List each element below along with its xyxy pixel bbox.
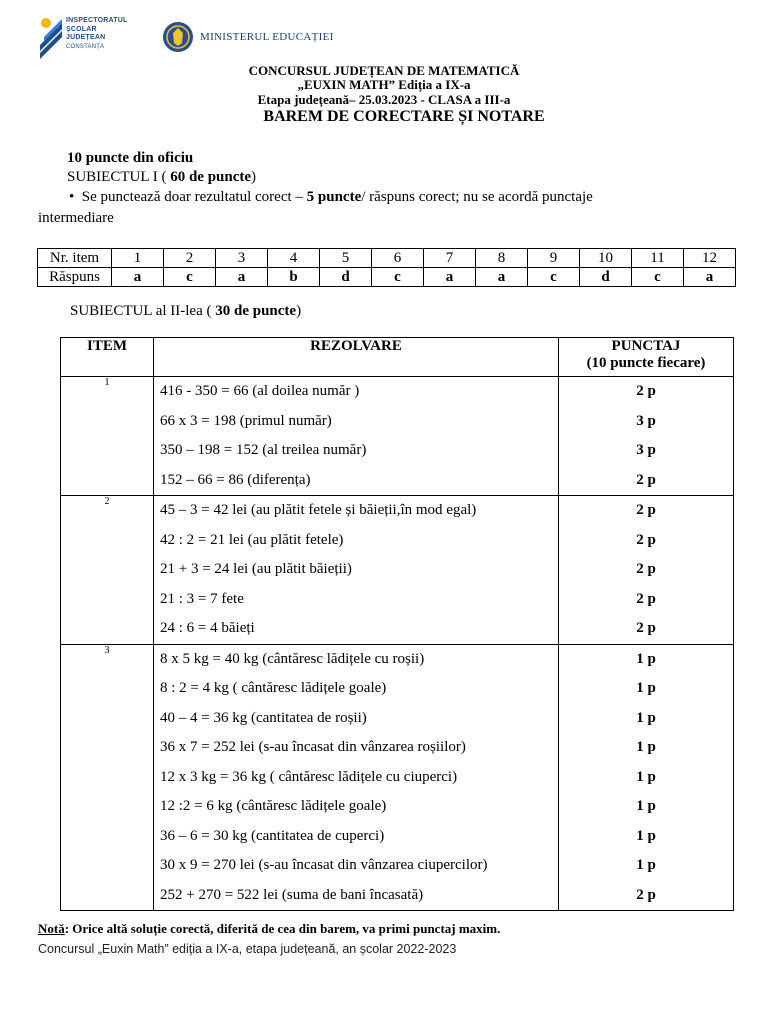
answer-cell: a	[112, 268, 164, 287]
points-value: 2 p	[636, 531, 656, 548]
answer-cell: a	[476, 268, 528, 287]
logo-text-line: ȘCOLAR	[66, 25, 97, 33]
logo-text-line: CONSTANȚA	[66, 43, 105, 50]
solution-line: 21 : 3 = 7 fete	[160, 590, 244, 607]
contest-edition: „EUXIN MATH” Ediția a IX-a	[297, 77, 471, 92]
solution-cell	[154, 496, 559, 645]
subject-1-instruction-cont: intermediare	[38, 210, 114, 226]
note-text: : Orice altă soluție corectă, diferită de cea din barem, va primi punctaj maxim.	[64, 921, 501, 936]
points-value: 1 p	[636, 680, 656, 696]
column-header-points	[559, 338, 734, 377]
solution-line: 252 + 270 = 522 lei (suma de bani încasată)	[160, 886, 424, 903]
points-header-sub: (10 puncte fiecare)	[586, 355, 706, 371]
points-value: 2 p	[636, 561, 656, 577]
solution-line: 21 + 3 = 24 lei (au plătit băieții)	[160, 561, 352, 577]
item-number: 12	[684, 249, 736, 268]
points-value: 1 p	[636, 768, 656, 785]
coat-of-arms-icon	[162, 21, 194, 53]
points-value: 2 p	[636, 471, 656, 488]
points-cell	[559, 644, 734, 911]
item-number: 7	[424, 249, 476, 268]
note	[38, 921, 500, 937]
solution-line: 350 – 198 = 152 (al treilea număr)	[160, 442, 367, 458]
points-header-label: PUNCTAJ	[611, 338, 681, 354]
answer-row	[38, 268, 736, 287]
solution-line: 42 : 2 = 21 lei (au plătit fetele)	[160, 531, 344, 548]
item-number: 10	[580, 249, 632, 268]
solution-table	[60, 337, 734, 911]
ministry-logo	[162, 20, 334, 54]
answer-cell: c	[528, 268, 580, 287]
points-value: 2 p	[636, 590, 656, 607]
points-value: 1 p	[636, 857, 656, 873]
solution-line: 30 x 9 = 270 lei (s-au încasat din vânzarea ciupercilor)	[160, 857, 488, 873]
answer-cell: c	[164, 268, 216, 287]
points-value: 1 p	[636, 739, 656, 755]
points-cell	[559, 496, 734, 645]
solution-line: 12 x 3 kg = 36 kg ( cântăresc lădițele cu ciuperci)	[160, 768, 458, 785]
table-row	[61, 644, 734, 911]
item-number: 5	[320, 249, 372, 268]
answer-cell: a	[216, 268, 268, 287]
item-number: 3	[61, 644, 154, 911]
note-label: Notă	[38, 921, 65, 936]
solution-line: 416 - 350 = 66 (al doilea număr )	[160, 383, 360, 399]
item-number: 1	[112, 249, 164, 268]
column-header-solution: REZOLVARE	[154, 338, 559, 377]
solution-line: 40 – 4 = 36 kg (cantitatea de roșii)	[160, 709, 367, 726]
answer-cell: d	[320, 268, 372, 287]
item-number: 11	[632, 249, 684, 268]
item-number: 6	[372, 249, 424, 268]
answer-key-table	[37, 248, 736, 287]
answer-cell: b	[268, 268, 320, 287]
row-label: Răspuns	[38, 268, 112, 287]
table-row	[61, 377, 734, 496]
item-number-row	[38, 249, 736, 268]
solution-line: 45 – 3 = 42 lei (au plătit fetele și băieții,în mod egal)	[160, 502, 477, 518]
document-title: BAREM DE CORECTARE ȘI NOTARE	[263, 108, 545, 125]
solution-line: 36 x 7 = 252 lei (s-au încasat din vânzarea roșiilor)	[160, 739, 466, 755]
subject-1-title: SUBIECTUL I ( 60 de puncte)	[67, 169, 257, 185]
solution-table-header	[61, 338, 734, 377]
answer-cell: a	[684, 268, 736, 287]
logo-text-line: JUDEȚEAN	[66, 34, 106, 41]
points-value: 2 p	[636, 886, 656, 903]
solution-cell	[154, 377, 559, 496]
solution-cell	[154, 644, 559, 911]
logo-text-line: INSPECTORATUL	[66, 17, 128, 24]
answer-cell: d	[580, 268, 632, 287]
answer-cell: c	[372, 268, 424, 287]
inspectorat-logo	[38, 15, 148, 61]
solution-line: 8 x 5 kg = 40 kg (cântăresc lădițele cu roșii)	[160, 650, 425, 667]
item-number: 3	[216, 249, 268, 268]
ministry-name: MINISTERUL EDUCAȚIEI	[200, 31, 334, 43]
points-value: 2 p	[636, 620, 656, 636]
item-number: 9	[528, 249, 580, 268]
subject-2-title: SUBIECTUL al II-lea ( 30 de puncte)	[70, 303, 302, 319]
solution-line: 8 : 2 = 4 kg ( cântăresc lădițele goale)	[160, 680, 387, 696]
solution-line: 36 – 6 = 30 kg (cantitatea de cuperci)	[160, 827, 385, 844]
points-value: 3 p	[636, 442, 656, 458]
points-value: 3 p	[636, 412, 656, 429]
points-cell	[559, 377, 734, 496]
item-number: 1	[61, 377, 154, 496]
item-number: 2	[61, 496, 154, 645]
inspectorat-emblem-icon	[38, 15, 66, 61]
contest-title: CONCURSUL JUDEȚEAN DE MATEMATICĂ	[248, 63, 520, 78]
item-number: 8	[476, 249, 528, 268]
column-header-item: ITEM	[61, 338, 154, 377]
solution-line: 152 – 66 = 86 (diferența)	[160, 471, 311, 488]
points-value: 1 p	[636, 827, 656, 844]
row-label: Nr. item	[38, 249, 112, 268]
solution-line: 24 : 6 = 4 băieți	[160, 620, 255, 636]
points-value: 2 p	[636, 383, 656, 399]
solution-line: 12 :2 = 6 kg (cântăresc lădițele goale)	[160, 798, 387, 814]
points-value: 1 p	[636, 650, 656, 667]
answer-cell: c	[632, 268, 684, 287]
answer-cell: a	[424, 268, 476, 287]
page-footer: Concursul „Euxin Math” ediția a IX-a, etapa județeană, an școlar 2022-2023	[38, 942, 457, 956]
table-row	[61, 496, 734, 645]
points-value: 1 p	[636, 798, 656, 814]
item-number: 2	[164, 249, 216, 268]
subject-1-instruction: • Se punctează doar rezultatul corect – 5 puncte/ răspuns corect; nu se acordă punctaje	[69, 189, 593, 205]
points-value: 1 p	[636, 709, 656, 726]
office-points: 10 puncte din oficiu	[67, 150, 194, 166]
solution-line: 66 x 3 = 198 (primul număr)	[160, 412, 332, 429]
contest-stage: Etapa județeană– 25.03.2023 - CLASA a III-a	[257, 92, 511, 107]
item-number: 4	[268, 249, 320, 268]
points-value: 2 p	[636, 502, 656, 518]
